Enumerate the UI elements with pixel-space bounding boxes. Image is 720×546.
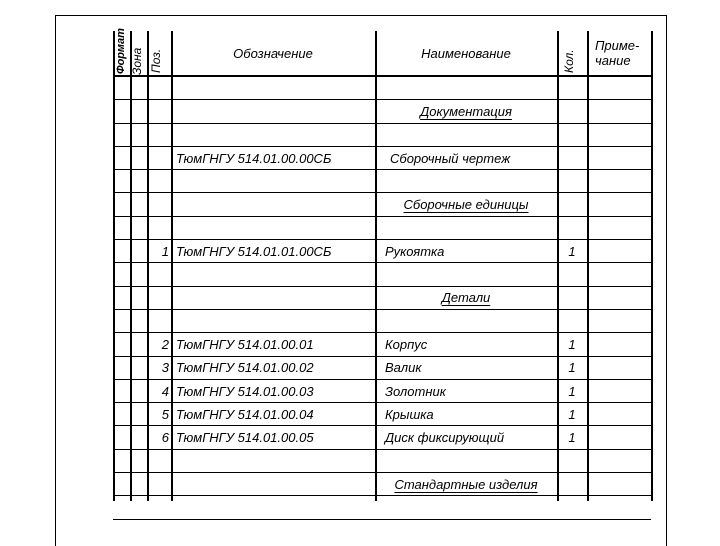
column-divider bbox=[651, 31, 653, 501]
section-title: Детали bbox=[441, 290, 491, 306]
row-designation bbox=[176, 170, 372, 192]
row-quantity: 1 bbox=[568, 430, 576, 446]
row-position: 6 bbox=[161, 430, 169, 446]
row-name bbox=[385, 263, 555, 285]
table-row bbox=[113, 450, 651, 473]
table-header bbox=[113, 28, 651, 77]
row-quantity bbox=[557, 310, 587, 332]
row-designation bbox=[176, 473, 372, 495]
row-quantity bbox=[557, 170, 587, 192]
section-title: Стандартные изделия bbox=[394, 476, 538, 492]
row-designation: ТюмГНГУ 514.01.00.04 bbox=[176, 406, 314, 422]
table-row bbox=[113, 263, 651, 286]
section-row bbox=[113, 287, 651, 310]
table-row bbox=[113, 217, 651, 240]
row-position: 2 bbox=[161, 336, 169, 352]
row-designation bbox=[176, 100, 372, 122]
row-position bbox=[147, 217, 169, 239]
header-format: Формат bbox=[115, 28, 127, 74]
row-quantity: 1 bbox=[568, 406, 576, 422]
row-name: Крышка bbox=[385, 406, 434, 422]
row-name bbox=[385, 310, 555, 332]
row-name bbox=[385, 496, 555, 518]
row-name: Диск фиксирующий bbox=[385, 430, 505, 446]
row-quantity: 1 bbox=[568, 243, 576, 259]
row-name bbox=[385, 217, 555, 239]
row-position bbox=[147, 310, 169, 332]
row-name: Золотник bbox=[385, 383, 446, 399]
row-position bbox=[147, 147, 169, 169]
column-divider bbox=[375, 31, 377, 501]
row-name bbox=[385, 450, 555, 472]
column-divider bbox=[171, 31, 173, 501]
table-row bbox=[113, 403, 651, 426]
row-quantity bbox=[557, 217, 587, 239]
table-row bbox=[113, 77, 651, 100]
row-quantity bbox=[557, 473, 587, 495]
table-row bbox=[113, 170, 651, 193]
header-note-line2: чание bbox=[595, 53, 631, 68]
column-divider bbox=[587, 31, 589, 501]
row-designation bbox=[176, 217, 372, 239]
row-name: Рукоятка bbox=[385, 243, 445, 259]
table-row bbox=[113, 147, 651, 170]
row-position bbox=[147, 194, 169, 216]
header-name: Наименование bbox=[421, 45, 511, 61]
row-position bbox=[147, 100, 169, 122]
row-position bbox=[147, 287, 169, 309]
row-quantity bbox=[557, 263, 587, 285]
column-divider bbox=[557, 31, 559, 501]
column-divider bbox=[147, 31, 149, 501]
row-designation bbox=[176, 450, 372, 472]
row-position: 3 bbox=[161, 360, 169, 376]
row-name bbox=[385, 124, 555, 146]
column-divider bbox=[130, 31, 132, 501]
row-designation: ТюмГНГУ 514.01.00.05 bbox=[176, 430, 314, 446]
row-quantity bbox=[557, 100, 587, 122]
table-row bbox=[113, 124, 651, 147]
row-position bbox=[147, 77, 169, 99]
row-position bbox=[147, 450, 169, 472]
row-designation bbox=[176, 194, 372, 216]
row-position: 5 bbox=[161, 406, 169, 422]
section-row bbox=[113, 194, 651, 217]
row-name bbox=[385, 77, 555, 99]
row-quantity bbox=[557, 287, 587, 309]
table-row bbox=[113, 427, 651, 450]
row-designation bbox=[176, 77, 372, 99]
row-position bbox=[147, 496, 169, 518]
table-row bbox=[113, 333, 651, 356]
row-quantity bbox=[557, 496, 587, 518]
row-designation: ТюмГНГУ 514.01.00.03 bbox=[176, 383, 314, 399]
row-name: Валик bbox=[385, 360, 422, 376]
row-name bbox=[385, 170, 555, 192]
specification-table bbox=[113, 28, 651, 501]
header-note-line1: Приме- bbox=[595, 38, 640, 53]
row-quantity: 1 bbox=[568, 360, 576, 376]
column-divider bbox=[113, 31, 115, 501]
row-quantity: 1 bbox=[568, 336, 576, 352]
row-designation bbox=[176, 263, 372, 285]
section-title: Документация bbox=[420, 103, 512, 119]
row-designation bbox=[176, 496, 372, 518]
header-designation: Обозначение bbox=[233, 45, 313, 61]
row-name: Корпус bbox=[385, 336, 428, 352]
row-quantity: 1 bbox=[568, 383, 576, 399]
header-quantity: Кол. bbox=[562, 49, 576, 73]
row-designation bbox=[176, 124, 372, 146]
row-position: 4 bbox=[161, 383, 169, 399]
row-designation: ТюмГНГУ 514.01.01.00СБ bbox=[176, 243, 332, 259]
header-zone: Зона bbox=[130, 47, 144, 75]
row-quantity bbox=[557, 194, 587, 216]
row-position bbox=[147, 124, 169, 146]
section-row bbox=[113, 473, 651, 496]
row-position bbox=[147, 473, 169, 495]
row-position: 1 bbox=[161, 243, 169, 259]
header-position: Поз. bbox=[149, 48, 163, 73]
row-name: Сборочный чертеж bbox=[390, 150, 511, 166]
row-designation bbox=[176, 310, 372, 332]
row-designation: ТюмГНГУ 514.01.00.00СБ bbox=[176, 150, 332, 166]
table-row bbox=[113, 240, 651, 263]
row-quantity bbox=[557, 124, 587, 146]
section-title: Сборочные единицы bbox=[403, 197, 529, 213]
header-note bbox=[587, 31, 651, 75]
row-position bbox=[147, 170, 169, 192]
row-designation bbox=[176, 287, 372, 309]
row-designation: ТюмГНГУ 514.01.00.01 bbox=[176, 336, 314, 352]
row-quantity bbox=[557, 77, 587, 99]
table-row bbox=[113, 357, 651, 380]
table-row bbox=[113, 496, 651, 519]
section-row bbox=[113, 100, 651, 123]
table-row bbox=[113, 380, 651, 403]
row-quantity bbox=[557, 147, 587, 169]
table-row bbox=[113, 310, 651, 333]
row-position bbox=[147, 263, 169, 285]
row-designation: ТюмГНГУ 514.01.00.02 bbox=[176, 360, 314, 376]
row-quantity bbox=[557, 450, 587, 472]
